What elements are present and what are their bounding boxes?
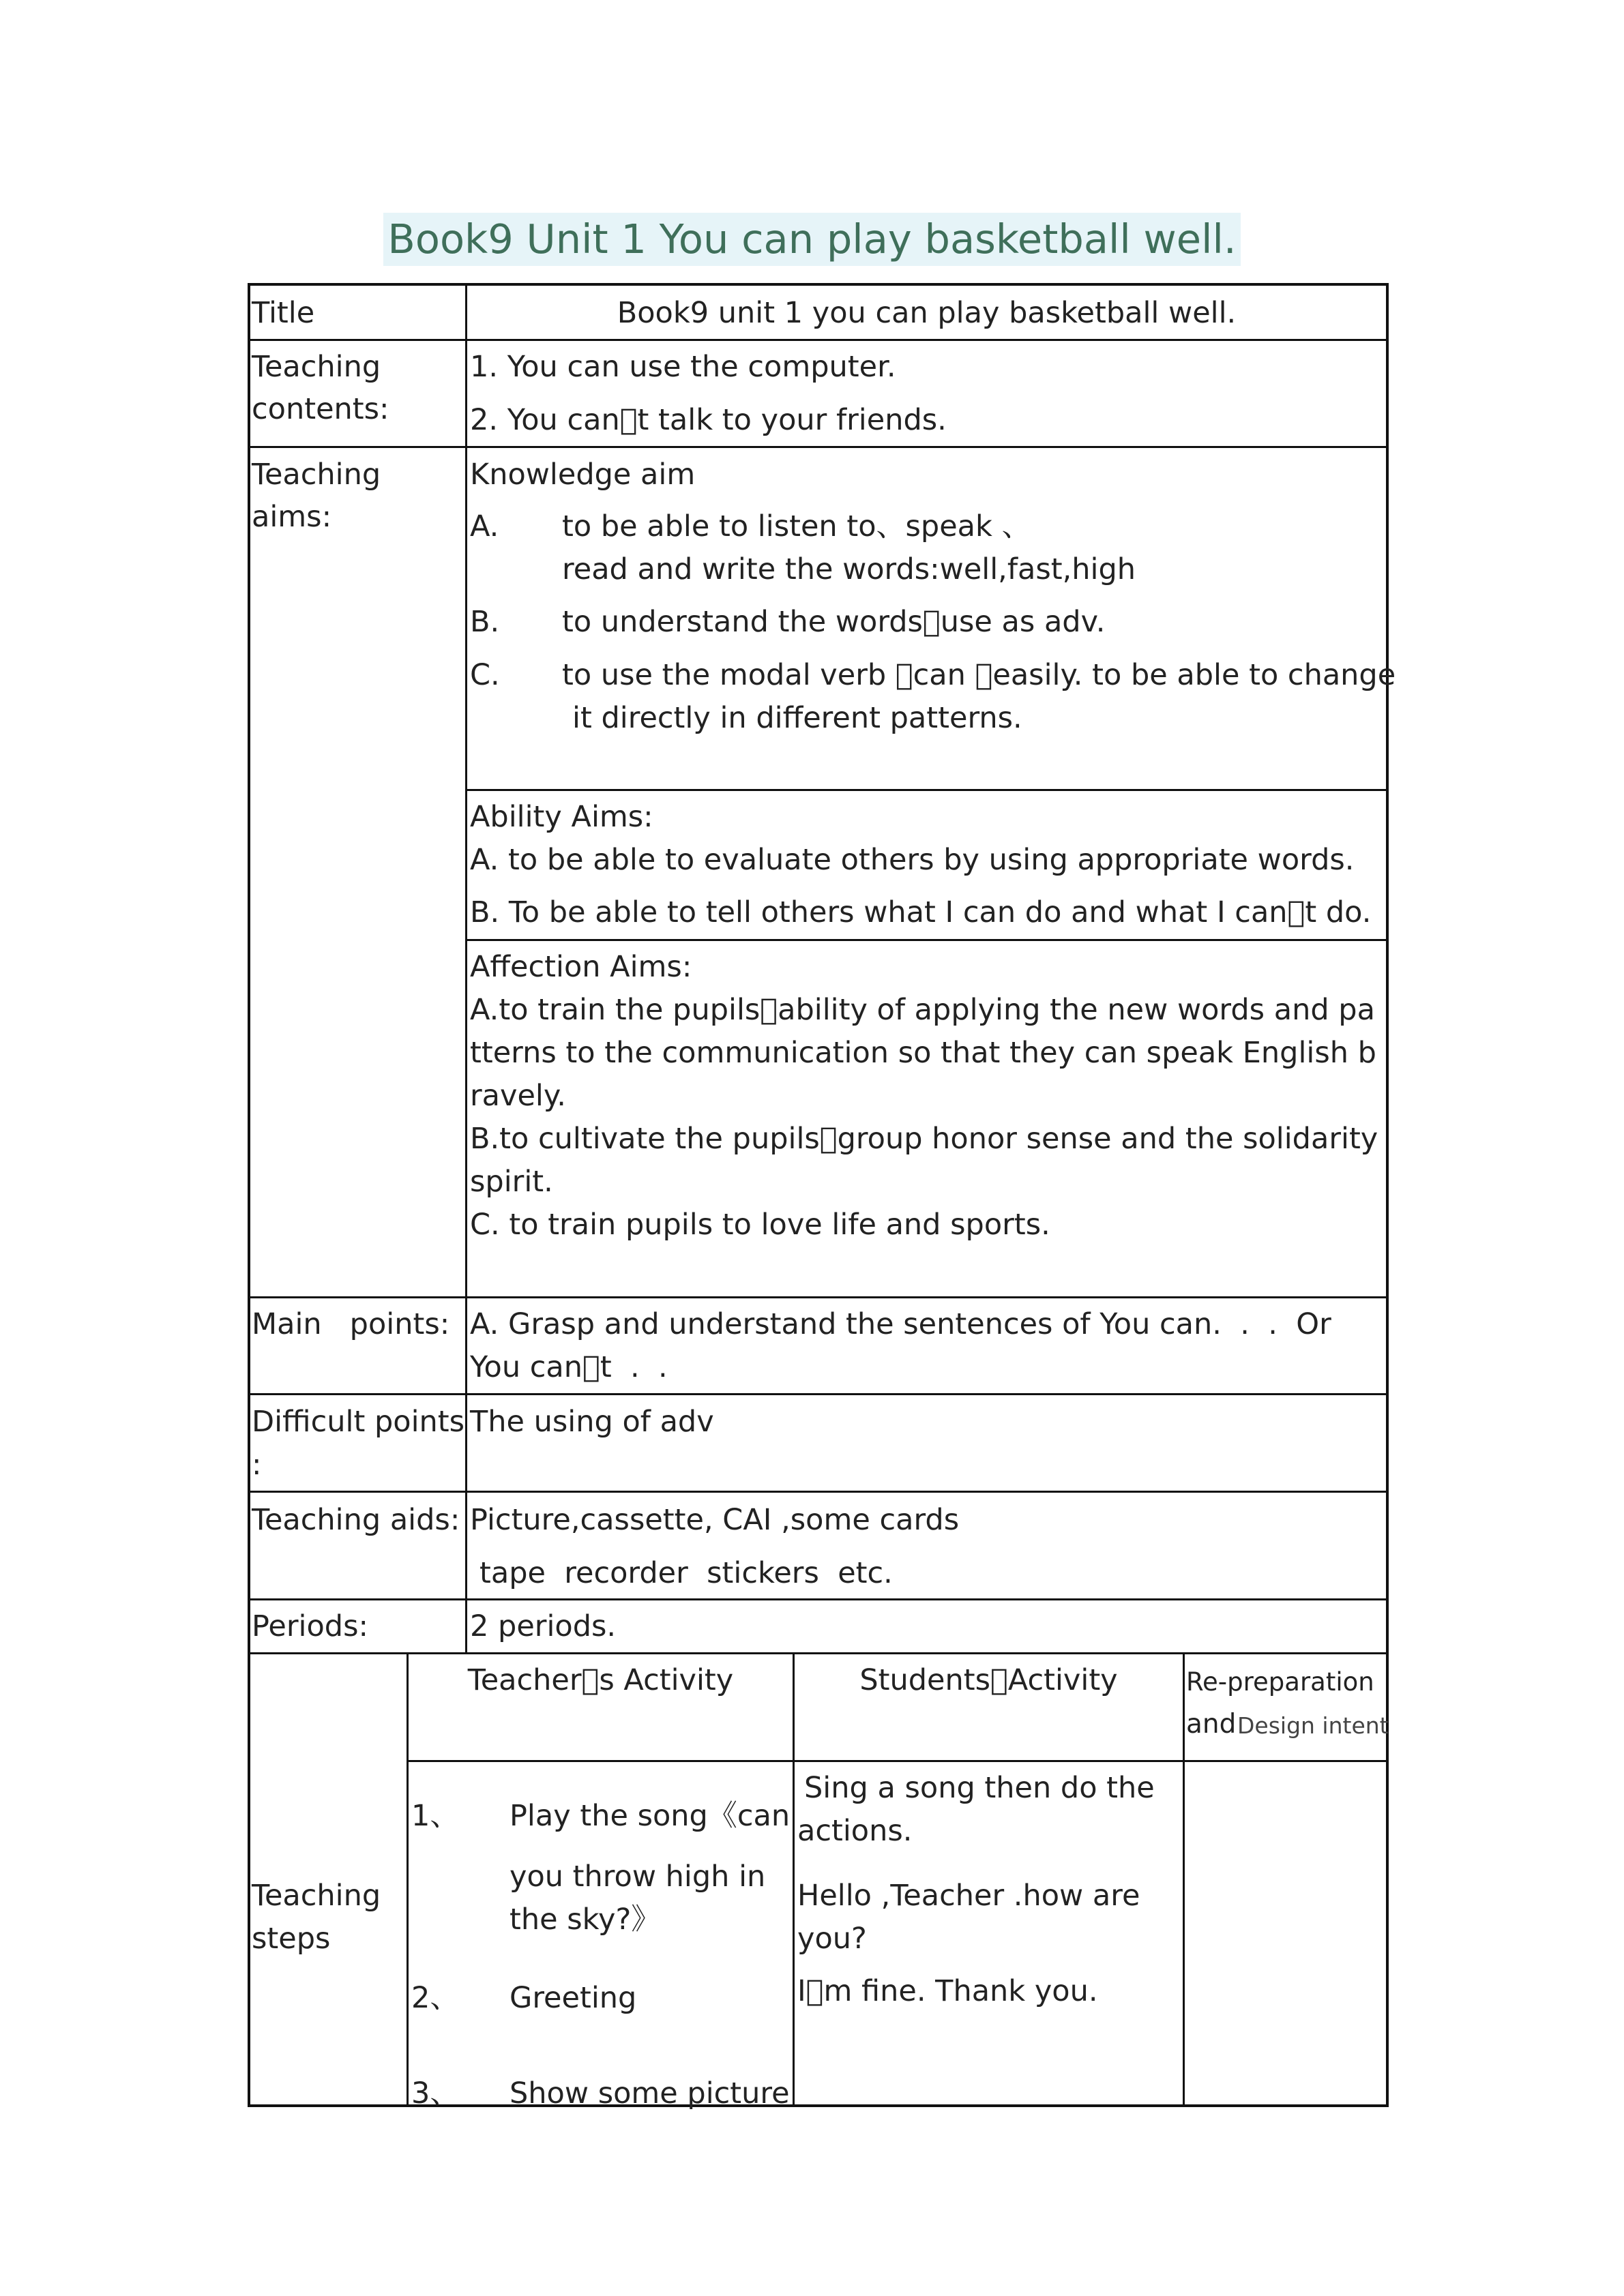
affection-aim-c: C. to train pupils to love life and sports. [470, 1208, 1050, 1242]
students-activity-line: you? [797, 1922, 867, 1956]
teacher-step-1: you throw high in [510, 1860, 766, 1894]
aim-marker: C. [470, 658, 500, 692]
contents-line: 2. You can t talk to your friends. [470, 403, 947, 437]
contents-line: 1. You can use the computer. [470, 350, 896, 384]
teacher-step-1: the sky?》 [510, 1903, 661, 1937]
step-number: 3、 [411, 2076, 460, 2111]
teacher-activity-header: Teacher s Activity [467, 1663, 734, 1697]
ability-aims-heading: Ability Aims: [470, 800, 653, 834]
column-divider [465, 286, 467, 1652]
design-intent-header: Design intent [1237, 1712, 1389, 1739]
affection-aims-heading: Affection Aims: [470, 950, 692, 984]
contents-label: Teaching [252, 350, 381, 384]
teacher-step-1: Play the song《can [510, 1799, 791, 1833]
knowledge-aim-c: to use the modal verb  can  easily. to be able to change [562, 658, 1396, 692]
aim-marker: B. [470, 605, 500, 639]
teaching-steps-label: Teaching [252, 1879, 381, 1913]
affection-aim-b: B.to cultivate the pupils group honor sense and the solidarity spirit. [470, 1122, 1378, 1199]
teaching-steps-label: steps [252, 1922, 331, 1956]
row-divider [250, 1491, 1386, 1493]
row-divider [250, 1296, 1386, 1298]
main-points-label: Main points: [252, 1307, 450, 1341]
column-divider [407, 1652, 409, 2107]
step-number: 1、 [411, 1799, 460, 1833]
difficult-points-label: : [252, 1448, 262, 1482]
teaching-aids-label: Teaching aids: [252, 1503, 460, 1537]
lesson-plan-table [248, 283, 1396, 2111]
step-number: 2、 [411, 1981, 460, 2015]
aims-label: Teaching [252, 458, 381, 492]
ability-aim-a: A. to be able to evaluate others by using appropriate words. [470, 843, 1355, 877]
knowledge-aim-a: to be able to listen to、speak 、 [562, 509, 1031, 543]
re-preparation-header: Re-preparation [1186, 1667, 1374, 1697]
page-title [0, 213, 1624, 266]
students-activity-line: actions. [797, 1814, 913, 1848]
aim-marker: A. [470, 509, 499, 543]
teaching-aids-line: tape recorder stickers etc. [479, 1556, 893, 1590]
title-value: Book9 unit 1 you can play basketball well. [617, 296, 1237, 330]
row-divider [467, 789, 1386, 791]
students-activity-line: Hello ,Teacher .how are [797, 1879, 1140, 1913]
main-points-line: You can t . . [470, 1350, 668, 1384]
affection-aim-a: A.to train the pupils ability of applying the new words and patterns to the communication so that they can speak English bravely. [470, 993, 1376, 1113]
knowledge-aim-c: it directly in different patterns. [572, 701, 1022, 735]
periods-value: 2 periods. [470, 1609, 617, 1643]
periods-label: Periods: [252, 1609, 368, 1643]
contents-label: contents: [252, 392, 389, 426]
column-divider [793, 1652, 795, 2107]
aims-label: aims: [252, 500, 332, 534]
row-divider [250, 1393, 1386, 1395]
row-divider [250, 339, 1386, 341]
teacher-step-2: Greeting [510, 1981, 637, 2015]
row-divider [467, 939, 1386, 941]
row-divider [250, 1598, 1386, 1600]
knowledge-aim-a: read and write the words:well,fast,high [562, 552, 1136, 586]
main-points-line: A. Grasp and understand the sentences of You can. . . Or [470, 1307, 1331, 1341]
students-activity-header: Students Activity [859, 1663, 1118, 1697]
row-divider [250, 446, 1386, 448]
row-divider [250, 1652, 1386, 1654]
difficult-points-value: The using of adv [470, 1405, 714, 1439]
students-activity-line: I m fine. Thank you. [797, 1974, 1098, 2008]
difficult-points-label: Difficult points [252, 1405, 465, 1439]
re-preparation-header-and: and [1186, 1709, 1237, 1740]
page-title-text: Book9 Unit 1 You can play basketball well. [383, 213, 1240, 266]
ability-aim-b: B. To be able to tell others what I can do and what I can t do. [470, 895, 1372, 929]
teacher-step-3: Show some picture [510, 2076, 790, 2111]
students-activity-line: Sing a song then do the [804, 1771, 1155, 1805]
row-divider [409, 1760, 1386, 1762]
teaching-aids-line: Picture,cassette, CAI ,some cards [470, 1503, 960, 1537]
knowledge-aim-b: to understand the words use as adv. [562, 605, 1106, 639]
title-label: Title [252, 296, 315, 330]
column-divider [1183, 1652, 1185, 2107]
knowledge-aim-heading: Knowledge aim [470, 458, 696, 492]
